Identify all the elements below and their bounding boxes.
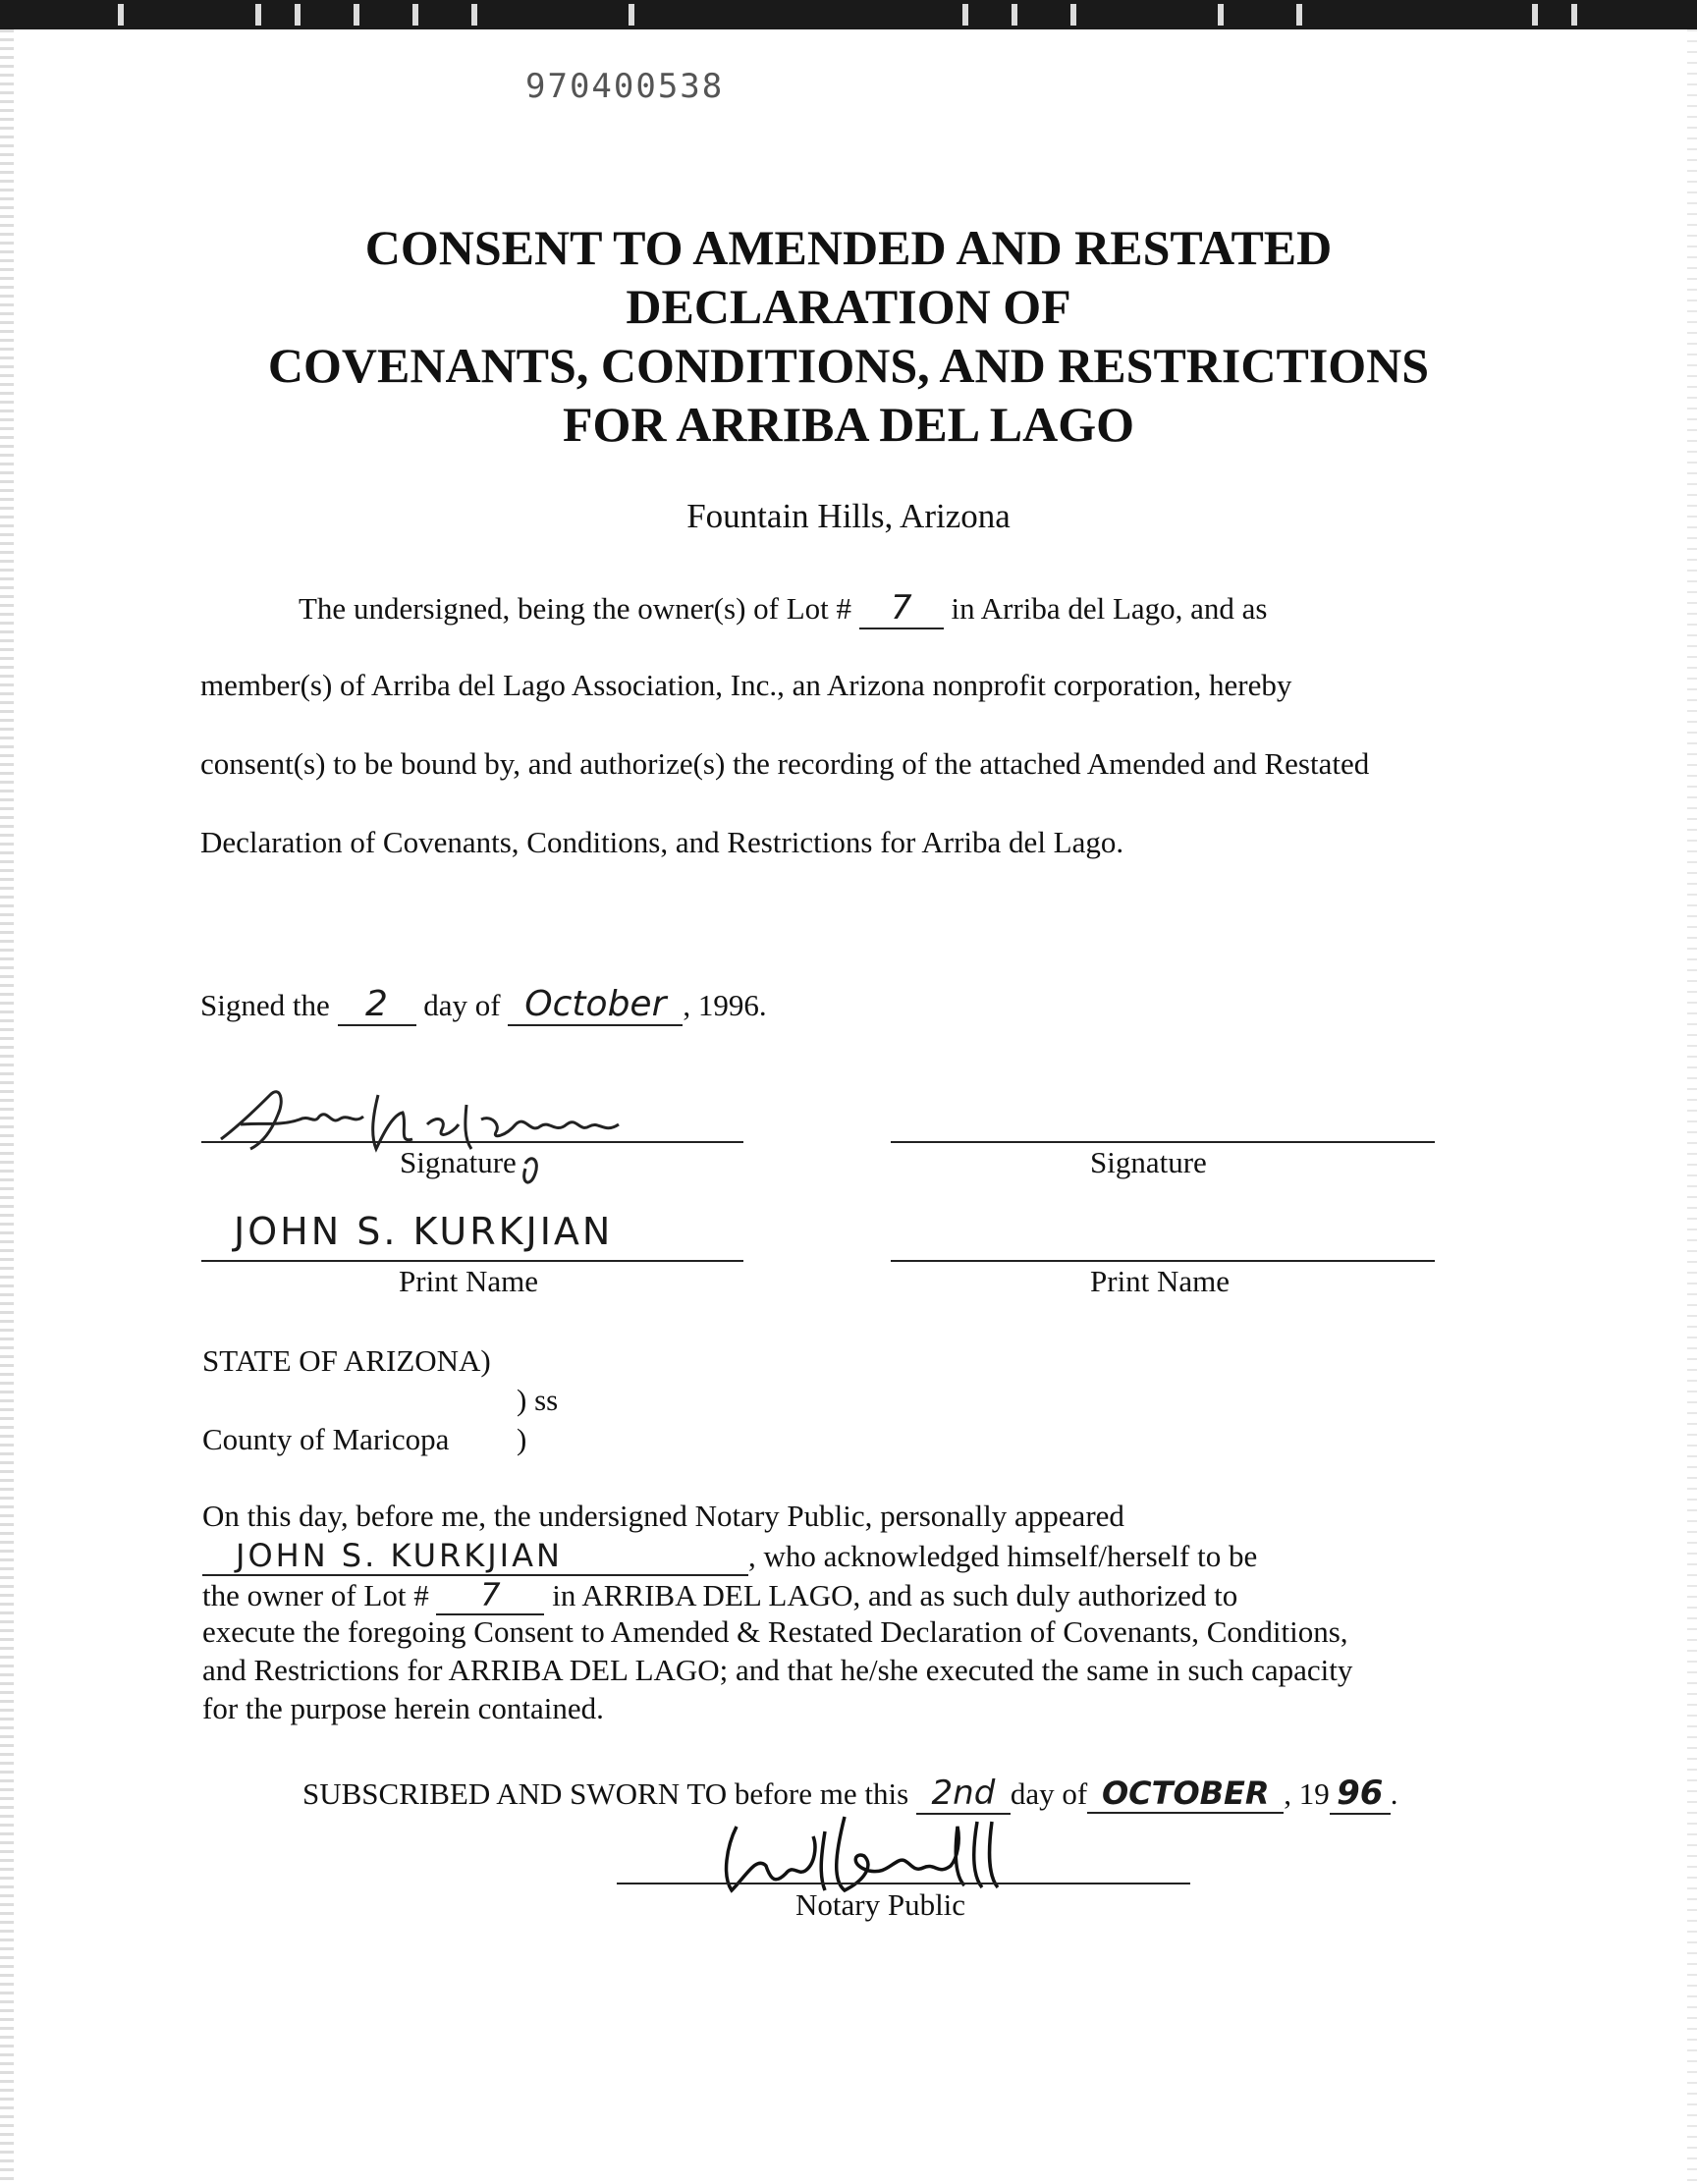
title-line-2: DECLARATION OF [626,279,1071,334]
co-owner-print-name-line [891,1260,1435,1262]
sworn-day: 2nd [931,1774,996,1813]
title-line-4: FOR ARRIBA DEL LAGO [562,397,1135,452]
consent-lot-suffix: in Arriba del Lago, and as [951,591,1268,626]
consent-lot-number: 7 [890,588,912,628]
title-line-3: COVENANTS, CONDITIONS, AND RESTRICTIONS [267,338,1430,393]
location-subtitle: Fountain Hills, Arizona [686,497,1011,535]
signed-month: October [524,984,667,1024]
signed-date-line [200,984,767,1026]
consent-lot-prefix: The undersigned, being the owner(s) of Lot # [299,591,852,626]
notary-appeared-name: JOHN S. KURKJIAN [236,1537,563,1574]
venue-county-paren: ) [517,1422,527,1456]
consent-lot-field [859,588,944,629]
document-title [0,218,1697,454]
sworn-prefix: SUBSCRIBED AND SWORN TO before me this [302,1776,909,1811]
signed-month-field [508,984,683,1026]
owner-print-name: JOHN S. KURKJIAN [234,1210,614,1253]
scan-header-bar [0,0,1697,29]
notary-lot-suffix: in ARRIBA DEL LAGO, and as such duly authorized to [552,1578,1238,1612]
venue-county: County of Maricopa [202,1422,450,1456]
sworn-end: . [1390,1776,1398,1811]
signed-day: 2 [365,984,388,1024]
notary-public-label: Notary Public [795,1887,966,1922]
sworn-month: OCTOBER [1101,1774,1270,1812]
sworn-year-prefix: , 19 [1284,1776,1330,1811]
co-owner-print-name-label: Print Name [1090,1264,1231,1298]
venue-state: STATE OF ARIZONA) [202,1343,491,1378]
notary-line-2 [202,1537,1257,1576]
signed-mid: day of [423,988,501,1022]
notary-line-2-text: , who acknowledged himself/herself to be [748,1539,1258,1573]
owner-signature-line [201,1141,743,1143]
notary-line-4: execute the foregoing Consent to Amended & Restated Declaration of Covenants, Conditions, [202,1614,1348,1649]
sworn-year-field [1330,1774,1391,1815]
co-owner-signature-line [891,1141,1435,1143]
consent-line-4: Declaration of Covenants, Conditions, and Restrictions for Arriba del Lago. [200,825,1124,859]
sworn-year: 96 [1337,1774,1384,1813]
notary-lot-prefix: the owner of Lot # [202,1578,429,1612]
consent-line-3: consent(s) to be bound by, and authorize(s) the recording of the attached Amended and Restated [200,746,1370,781]
consent-line-1 [299,588,1267,629]
co-owner-signature-label: Signature [1090,1145,1207,1179]
signed-prefix: Signed the [200,988,330,1022]
consent-line-2: member(s) of Arriba del Lago Association, Inc., an Arizona nonprofit corporation, hereby [200,668,1292,702]
owner-print-name-label: Print Name [399,1264,539,1298]
notary-line-3 [202,1576,1237,1615]
notary-line-5: and Restrictions for ARRIBA DEL LAGO; and that he/she executed the same in such capacity [202,1653,1353,1687]
owner-signature-label: Signature [400,1145,517,1179]
signed-day-field [338,984,416,1026]
notary-lot-field [436,1576,544,1615]
signed-suffix: , 1996. [683,988,767,1022]
venue-ss: ) ss [517,1383,559,1417]
sworn-month-field [1087,1774,1284,1814]
notary-appeared-name-field [202,1537,748,1576]
document-number: 970400538 [525,67,725,106]
notary-line-1: On this day, before me, the undersigned Notary Public, personally appeared [202,1499,1124,1533]
notary-line-6: for the purpose herein contained. [202,1691,604,1725]
owner-print-name-line [201,1260,743,1262]
notary-lot-number: 7 [480,1576,501,1613]
sworn-mid: day of [1010,1776,1088,1811]
notary-signature-line [617,1883,1190,1884]
title-line-1: CONSENT TO AMENDED AND RESTATED [364,220,1333,275]
